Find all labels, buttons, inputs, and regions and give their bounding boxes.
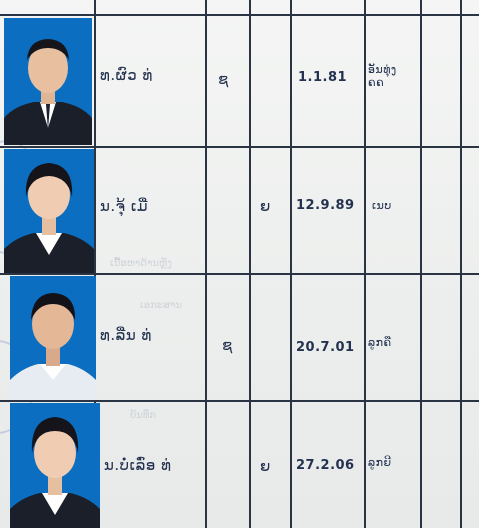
person-photo bbox=[10, 276, 96, 400]
person-photo bbox=[10, 403, 100, 528]
row-line bbox=[0, 400, 479, 402]
person-occupation: ລູກຄື bbox=[368, 336, 392, 349]
show-through: ເນື້ອຫາດ້ານຫຼັງ bbox=[110, 258, 172, 269]
column-line bbox=[249, 0, 251, 528]
person-dob: 1.1.81 bbox=[298, 70, 348, 85]
column-line bbox=[290, 0, 292, 528]
person-gender: ຍ bbox=[260, 457, 271, 475]
person-occupation: ລູກຍີ bbox=[368, 456, 392, 469]
column-line bbox=[364, 0, 366, 528]
row-line bbox=[0, 273, 479, 275]
row-line bbox=[0, 146, 479, 148]
person-dob: 27.2.06 bbox=[296, 458, 355, 473]
person-dob: 12.9.89 bbox=[296, 198, 355, 213]
person-gender: ຍ bbox=[260, 197, 271, 215]
column-line bbox=[460, 0, 462, 528]
person-photo bbox=[4, 18, 92, 145]
person-occupation: ອັນທຸ່ງ ຄຄ bbox=[368, 63, 397, 89]
column-line bbox=[205, 0, 207, 528]
column-line bbox=[420, 0, 422, 528]
show-through: ເອກະສານ bbox=[140, 300, 183, 311]
person-name: ທ.ລີ່ນ ທ່ bbox=[100, 326, 152, 344]
person-name: ນ.ບໍ່ເລົ່ອ ທ່ bbox=[104, 456, 172, 474]
show-through: ບັນທຶກ bbox=[130, 410, 157, 421]
person-gender: ຊ bbox=[218, 70, 229, 88]
person-occupation: ເນບ bbox=[372, 199, 392, 212]
row-line bbox=[0, 14, 479, 16]
person-name: ນ.ຈຸ້ ເມີ່ bbox=[100, 197, 148, 215]
person-photo bbox=[4, 149, 94, 273]
person-name: ທ.ຜົວ ທ່ bbox=[100, 66, 153, 84]
person-gender: ຊ bbox=[222, 336, 233, 354]
person-dob: 20.7.01 bbox=[296, 340, 355, 355]
